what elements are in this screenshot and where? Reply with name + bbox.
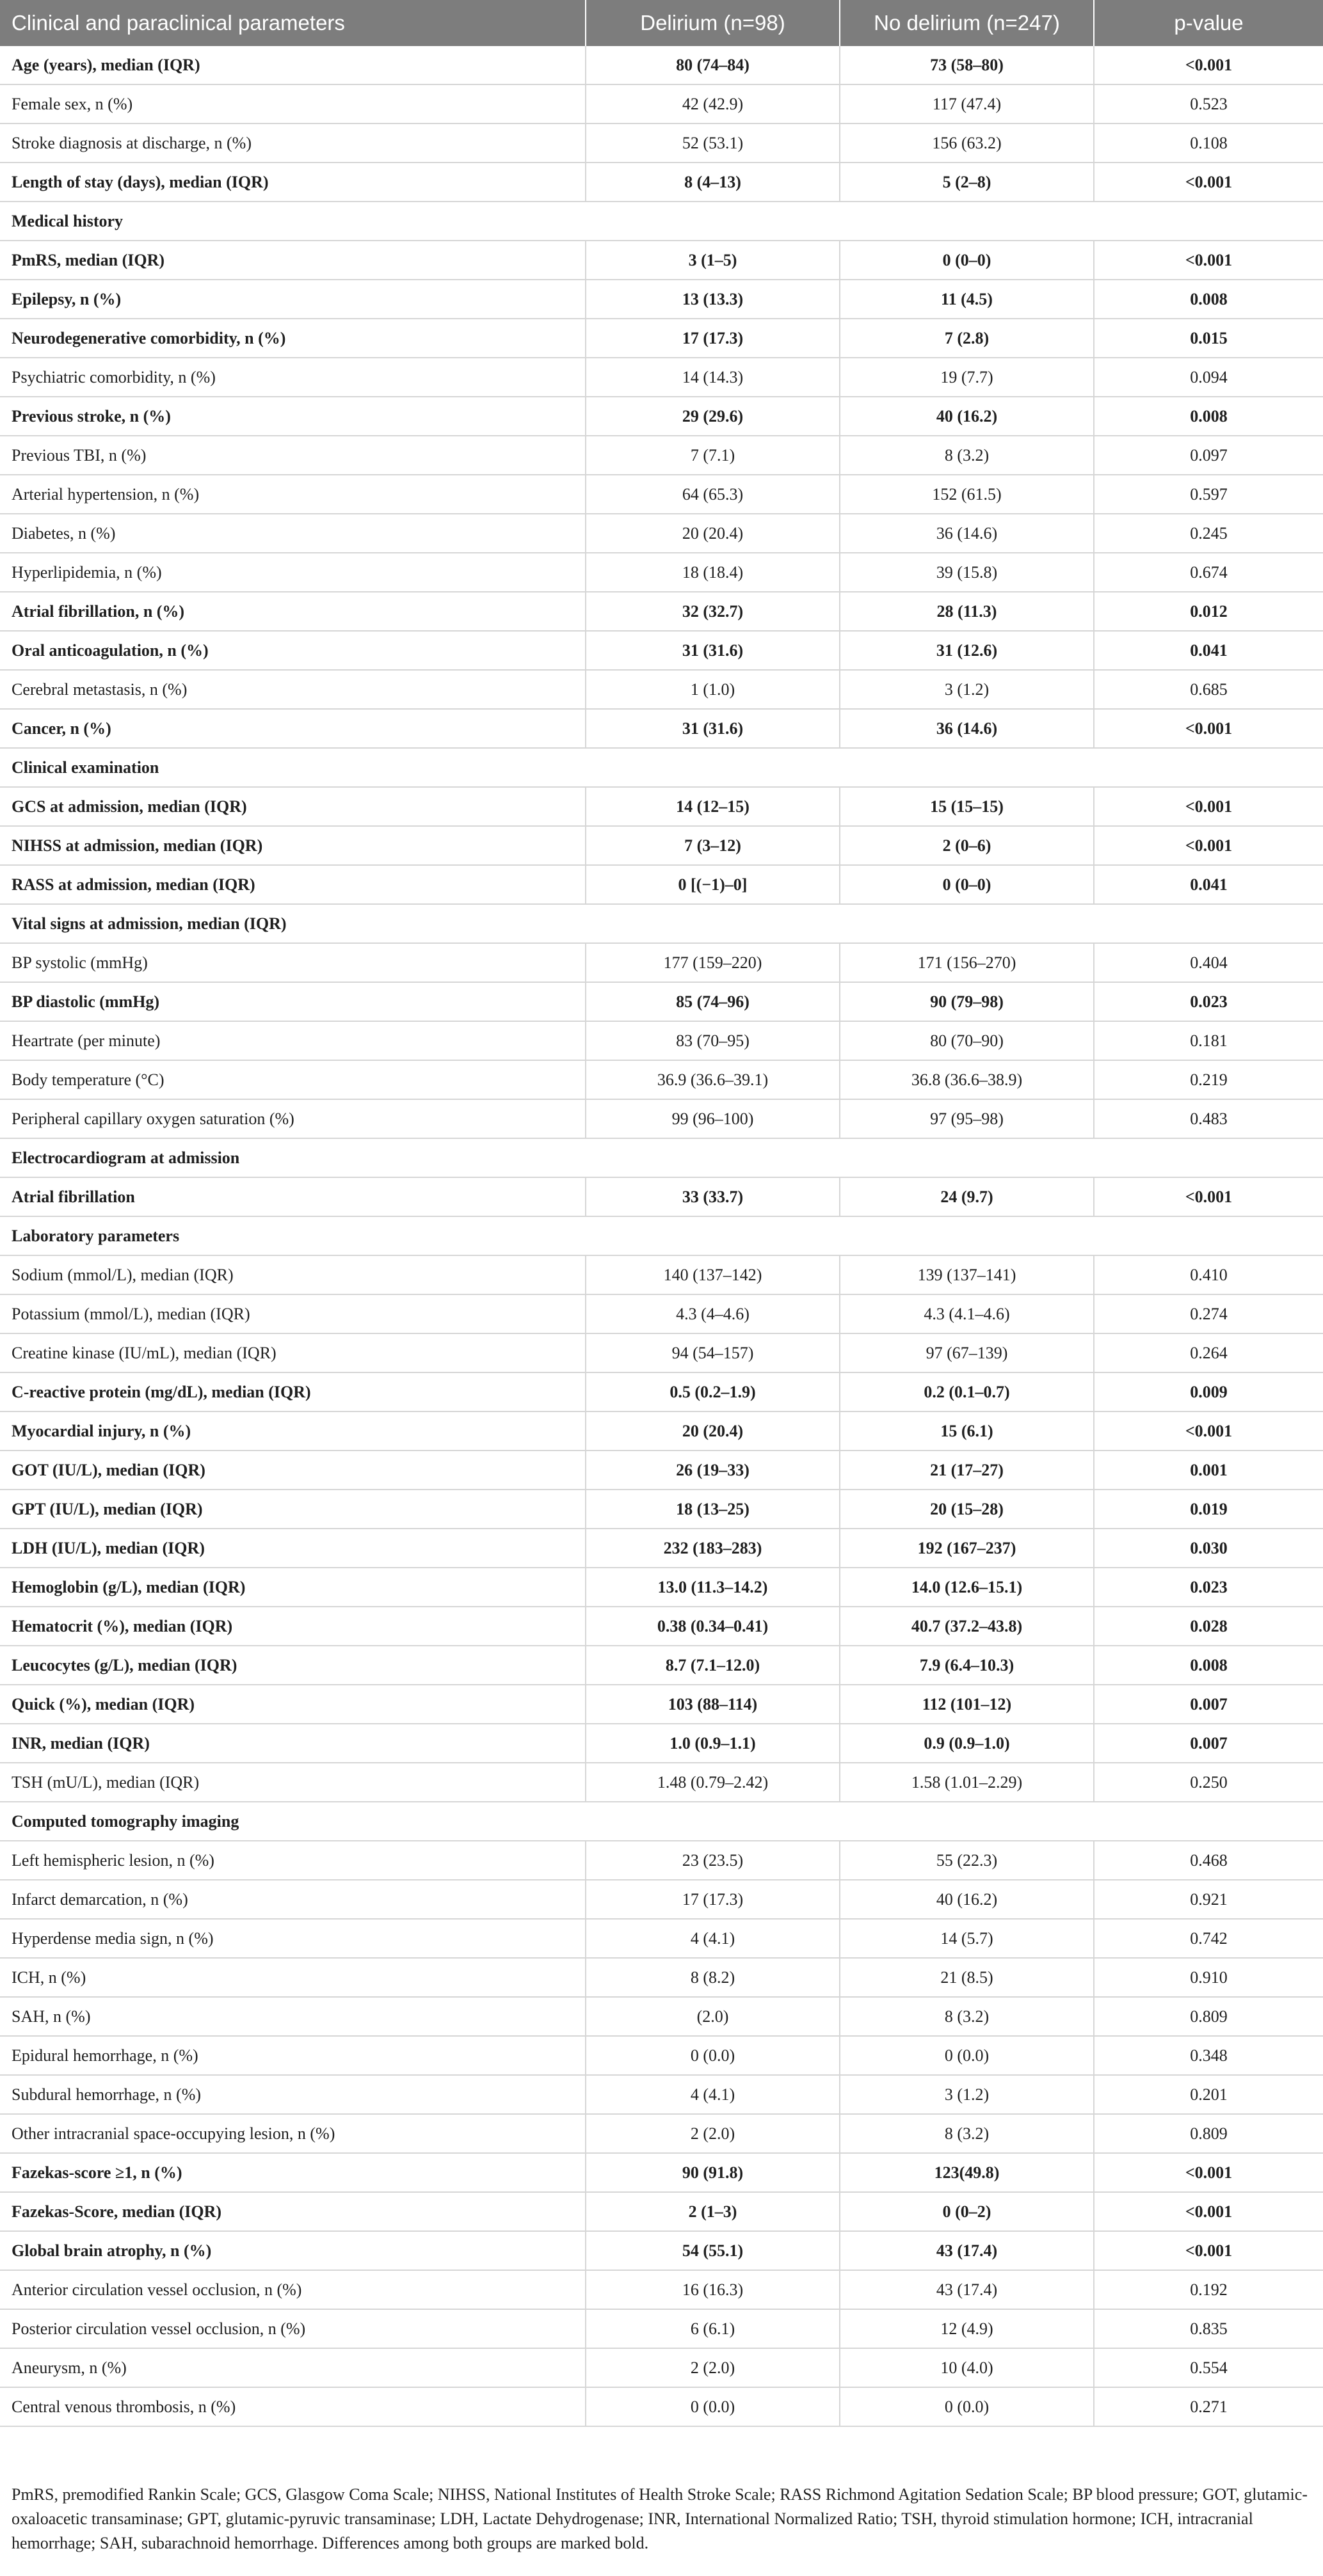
- delirium-value: 36.9 (36.6–39.1): [586, 1060, 840, 1099]
- no-delirium-value: 24 (9.7): [840, 1177, 1094, 1216]
- row-label: GPT (IU/L), median (IQR): [0, 1490, 586, 1529]
- table-row: [0, 1294, 1323, 1333]
- delirium-value: 90 (91.8): [586, 2153, 840, 2192]
- row-label: Fazekas-Score, median (IQR): [0, 2192, 586, 2231]
- delirium-value: 54 (55.1): [586, 2231, 840, 2270]
- p-value: 0.009: [1094, 1372, 1323, 1411]
- row-label: Hematocrit (%), median (IQR): [0, 1607, 586, 1646]
- p-value: 0.007: [1094, 1685, 1323, 1724]
- table-row: [0, 2387, 1323, 2426]
- no-delirium-value: 14 (5.7): [840, 1919, 1094, 1958]
- table-row: [0, 670, 1323, 709]
- section-label: Medical history: [0, 202, 1323, 241]
- p-value: <0.001: [1094, 1177, 1323, 1216]
- delirium-value: 29 (29.6): [586, 397, 840, 436]
- delirium-value: 14 (14.3): [586, 358, 840, 397]
- table-row: [0, 46, 1323, 84]
- table-row: [0, 1021, 1323, 1060]
- p-value: 0.097: [1094, 436, 1323, 475]
- p-value: <0.001: [1094, 2231, 1323, 2270]
- no-delirium-value: 43 (17.4): [840, 2270, 1094, 2309]
- no-delirium-value: 31 (12.6): [840, 631, 1094, 670]
- delirium-value: 31 (31.6): [586, 709, 840, 748]
- delirium-value: 4 (4.1): [586, 2075, 840, 2114]
- p-value: 0.012: [1094, 592, 1323, 631]
- delirium-value: 16 (16.3): [586, 2270, 840, 2309]
- row-label: Body temperature (°C): [0, 1060, 586, 1099]
- table-row: [0, 319, 1323, 358]
- no-delirium-value: 10 (4.0): [840, 2348, 1094, 2387]
- p-value: 0.742: [1094, 1919, 1323, 1958]
- section-row: [0, 1216, 1323, 1255]
- table-row: [0, 1372, 1323, 1411]
- section-row: [0, 748, 1323, 787]
- table-row: [0, 2309, 1323, 2348]
- no-delirium-value: 40 (16.2): [840, 397, 1094, 436]
- row-label: Peripheral capillary oxygen saturation (%): [0, 1099, 586, 1138]
- table-row: [0, 2192, 1323, 2231]
- delirium-value: (2.0): [586, 1997, 840, 2036]
- table-row: [0, 1646, 1323, 1685]
- row-label: Epidural hemorrhage, n (%): [0, 2036, 586, 2075]
- table-row: [0, 1451, 1323, 1490]
- delirium-value: 42 (42.9): [586, 84, 840, 123]
- p-value: 0.554: [1094, 2348, 1323, 2387]
- table-row: [0, 123, 1323, 163]
- row-label: Sodium (mmol/L), median (IQR): [0, 1255, 586, 1294]
- p-value: 0.404: [1094, 943, 1323, 982]
- delirium-value: 85 (74–96): [586, 982, 840, 1021]
- delirium-value: 31 (31.6): [586, 631, 840, 670]
- row-label: TSH (mU/L), median (IQR): [0, 1763, 586, 1802]
- row-label: Diabetes, n (%): [0, 514, 586, 553]
- row-label: Anterior circulation vessel occlusion, n (%): [0, 2270, 586, 2309]
- p-value: 0.023: [1094, 982, 1323, 1021]
- row-label: BP diastolic (mmHg): [0, 982, 586, 1021]
- p-value: 0.019: [1094, 1490, 1323, 1529]
- row-label: INR, median (IQR): [0, 1724, 586, 1763]
- table-row: [0, 84, 1323, 123]
- p-value: <0.001: [1094, 241, 1323, 280]
- section-label: Computed tomography imaging: [0, 1802, 1323, 1841]
- delirium-value: 18 (18.4): [586, 553, 840, 592]
- table-row: [0, 358, 1323, 397]
- table-row: [0, 709, 1323, 748]
- no-delirium-value: 1.58 (1.01–2.29): [840, 1763, 1094, 1802]
- delirium-value: 0 (0.0): [586, 2036, 840, 2075]
- p-value: 0.108: [1094, 123, 1323, 163]
- row-label: Psychiatric comorbidity, n (%): [0, 358, 586, 397]
- table-header: [0, 0, 1323, 46]
- no-delirium-value: 73 (58–80): [840, 46, 1094, 84]
- p-value: 0.271: [1094, 2387, 1323, 2426]
- delirium-value: 80 (74–84): [586, 46, 840, 84]
- p-value: 0.015: [1094, 319, 1323, 358]
- p-value: 0.008: [1094, 397, 1323, 436]
- no-delirium-value: 55 (22.3): [840, 1841, 1094, 1880]
- no-delirium-value: 21 (8.5): [840, 1958, 1094, 1997]
- row-label: Stroke diagnosis at discharge, n (%): [0, 123, 586, 163]
- table-row: [0, 1724, 1323, 1763]
- no-delirium-value: 0.2 (0.1–0.7): [840, 1372, 1094, 1411]
- table-row: [0, 1255, 1323, 1294]
- no-delirium-value: 7.9 (6.4–10.3): [840, 1646, 1094, 1685]
- table-row: [0, 436, 1323, 475]
- delirium-value: 20 (20.4): [586, 1411, 840, 1451]
- table-row: [0, 475, 1323, 514]
- table-row: [0, 982, 1323, 1021]
- row-label: Myocardial injury, n (%): [0, 1411, 586, 1451]
- table-row: [0, 1529, 1323, 1568]
- table-row: [0, 2270, 1323, 2309]
- p-value: 0.674: [1094, 553, 1323, 592]
- row-label: Creatine kinase (IU/mL), median (IQR): [0, 1333, 586, 1372]
- table-row: [0, 592, 1323, 631]
- table-row: [0, 241, 1323, 280]
- p-value: <0.001: [1094, 163, 1323, 202]
- delirium-value: 1.0 (0.9–1.1): [586, 1724, 840, 1763]
- no-delirium-value: 123(49.8): [840, 2153, 1094, 2192]
- p-value: 0.219: [1094, 1060, 1323, 1099]
- section-row: [0, 1802, 1323, 1841]
- p-value: <0.001: [1094, 787, 1323, 826]
- row-label: Oral anticoagulation, n (%): [0, 631, 586, 670]
- no-delirium-value: 20 (15–28): [840, 1490, 1094, 1529]
- p-value: 0.192: [1094, 2270, 1323, 2309]
- no-delirium-value: 15 (15–15): [840, 787, 1094, 826]
- table-row: [0, 1177, 1323, 1216]
- row-label: Atrial fibrillation: [0, 1177, 586, 1216]
- p-value: 0.008: [1094, 1646, 1323, 1685]
- table-row: [0, 865, 1323, 904]
- p-value: 0.245: [1094, 514, 1323, 553]
- delirium-value: 26 (19–33): [586, 1451, 840, 1490]
- table-row: [0, 1333, 1323, 1372]
- delirium-value: 83 (70–95): [586, 1021, 840, 1060]
- row-label: Leucocytes (g/L), median (IQR): [0, 1646, 586, 1685]
- p-value: 0.030: [1094, 1529, 1323, 1568]
- row-label: BP systolic (mmHg): [0, 943, 586, 982]
- no-delirium-value: 43 (17.4): [840, 2231, 1094, 2270]
- row-label: C-reactive protein (mg/dL), median (IQR): [0, 1372, 586, 1411]
- no-delirium-value: 156 (63.2): [840, 123, 1094, 163]
- delirium-value: 8 (4–13): [586, 163, 840, 202]
- p-value: 0.597: [1094, 475, 1323, 514]
- p-value: 0.910: [1094, 1958, 1323, 1997]
- row-label: Hyperlipidemia, n (%): [0, 553, 586, 592]
- table-row: [0, 787, 1323, 826]
- delirium-value: 13 (13.3): [586, 280, 840, 319]
- delirium-value: 8.7 (7.1–12.0): [586, 1646, 840, 1685]
- delirium-value: 103 (88–114): [586, 1685, 840, 1724]
- no-delirium-value: 8 (3.2): [840, 436, 1094, 475]
- no-delirium-value: 11 (4.5): [840, 280, 1094, 319]
- no-delirium-value: 12 (4.9): [840, 2309, 1094, 2348]
- row-label: Previous TBI, n (%): [0, 436, 586, 475]
- row-label: Epilepsy, n (%): [0, 280, 586, 319]
- header-pvalue: p-value: [1094, 0, 1323, 46]
- no-delirium-value: 0 (0–2): [840, 2192, 1094, 2231]
- row-label: GOT (IU/L), median (IQR): [0, 1451, 586, 1490]
- row-label: Arterial hypertension, n (%): [0, 475, 586, 514]
- p-value: 0.007: [1094, 1724, 1323, 1763]
- delirium-value: 0.5 (0.2–1.9): [586, 1372, 840, 1411]
- row-label: Other intracranial space-occupying lesion, n (%): [0, 2114, 586, 2153]
- delirium-value: 0 (0.0): [586, 2387, 840, 2426]
- p-value: 0.041: [1094, 631, 1323, 670]
- no-delirium-value: 7 (2.8): [840, 319, 1094, 358]
- table-row: [0, 1099, 1323, 1138]
- row-label: Fazekas-score ≥1, n (%): [0, 2153, 586, 2192]
- table-row: [0, 1411, 1323, 1451]
- table-row: [0, 2075, 1323, 2114]
- table-row: [0, 1568, 1323, 1607]
- delirium-value: 140 (137–142): [586, 1255, 840, 1294]
- p-value: <0.001: [1094, 2153, 1323, 2192]
- delirium-value: 4.3 (4–4.6): [586, 1294, 840, 1333]
- no-delirium-value: 36 (14.6): [840, 709, 1094, 748]
- table-row: [0, 826, 1323, 865]
- no-delirium-value: 0 (0–0): [840, 865, 1094, 904]
- delirium-value: 99 (96–100): [586, 1099, 840, 1138]
- delirium-value: 177 (159–220): [586, 943, 840, 982]
- table-row: [0, 2036, 1323, 2075]
- row-label: Atrial fibrillation, n (%): [0, 592, 586, 631]
- p-value: 0.921: [1094, 1880, 1323, 1919]
- row-label: Subdural hemorrhage, n (%): [0, 2075, 586, 2114]
- header-no-delirium: No delirium (n=247): [840, 0, 1094, 46]
- table-row: [0, 514, 1323, 553]
- delirium-value: 2 (1–3): [586, 2192, 840, 2231]
- table-row: [0, 1919, 1323, 1958]
- p-value: 0.523: [1094, 84, 1323, 123]
- p-value: 0.809: [1094, 2114, 1323, 2153]
- p-value: 0.008: [1094, 280, 1323, 319]
- delirium-value: 4 (4.1): [586, 1919, 840, 1958]
- row-label: Previous stroke, n (%): [0, 397, 586, 436]
- delirium-value: 18 (13–25): [586, 1490, 840, 1529]
- row-label: Cancer, n (%): [0, 709, 586, 748]
- table-row: [0, 2114, 1323, 2153]
- delirium-value: 32 (32.7): [586, 592, 840, 631]
- section-label: Vital signs at admission, median (IQR): [0, 904, 1323, 943]
- no-delirium-value: 139 (137–141): [840, 1255, 1094, 1294]
- row-label: GCS at admission, median (IQR): [0, 787, 586, 826]
- p-value: 0.410: [1094, 1255, 1323, 1294]
- no-delirium-value: 40 (16.2): [840, 1880, 1094, 1919]
- no-delirium-value: 117 (47.4): [840, 84, 1094, 123]
- no-delirium-value: 8 (3.2): [840, 1997, 1094, 2036]
- table-row: [0, 2231, 1323, 2270]
- row-label: Hyperdense media sign, n (%): [0, 1919, 586, 1958]
- delirium-value: 3 (1–5): [586, 241, 840, 280]
- no-delirium-value: 112 (101–12): [840, 1685, 1094, 1724]
- row-label: Quick (%), median (IQR): [0, 1685, 586, 1724]
- p-value: 0.468: [1094, 1841, 1323, 1880]
- row-label: SAH, n (%): [0, 1997, 586, 2036]
- delirium-value: 1.48 (0.79–2.42): [586, 1763, 840, 1802]
- delirium-value: 7 (3–12): [586, 826, 840, 865]
- delirium-value: 0.38 (0.34–0.41): [586, 1607, 840, 1646]
- no-delirium-value: 0.9 (0.9–1.0): [840, 1724, 1094, 1763]
- no-delirium-value: 19 (7.7): [840, 358, 1094, 397]
- table-row: [0, 631, 1323, 670]
- no-delirium-value: 39 (15.8): [840, 553, 1094, 592]
- table-row: [0, 397, 1323, 436]
- section-row: [0, 202, 1323, 241]
- delirium-value: 17 (17.3): [586, 1880, 840, 1919]
- no-delirium-value: 21 (17–27): [840, 1451, 1094, 1490]
- p-value: 0.001: [1094, 1451, 1323, 1490]
- p-value: <0.001: [1094, 1411, 1323, 1451]
- delirium-value: 33 (33.7): [586, 1177, 840, 1216]
- no-delirium-value: 80 (70–90): [840, 1021, 1094, 1060]
- delirium-value: 8 (8.2): [586, 1958, 840, 1997]
- delirium-value: 6 (6.1): [586, 2309, 840, 2348]
- row-label: Infarct demarcation, n (%): [0, 1880, 586, 1919]
- p-value: 0.094: [1094, 358, 1323, 397]
- no-delirium-value: 8 (3.2): [840, 2114, 1094, 2153]
- header-row: [0, 0, 1323, 46]
- row-label: Global brain atrophy, n (%): [0, 2231, 586, 2270]
- section-label: Laboratory parameters: [0, 1216, 1323, 1255]
- no-delirium-value: 152 (61.5): [840, 475, 1094, 514]
- no-delirium-value: 171 (156–270): [840, 943, 1094, 982]
- delirium-value: 20 (20.4): [586, 514, 840, 553]
- delirium-value: 14 (12–15): [586, 787, 840, 826]
- delirium-value: 94 (54–157): [586, 1333, 840, 1372]
- delirium-value: 232 (183–283): [586, 1529, 840, 1568]
- table-row: [0, 1880, 1323, 1919]
- p-value: 0.041: [1094, 865, 1323, 904]
- table-row: [0, 943, 1323, 982]
- p-value: 0.483: [1094, 1099, 1323, 1138]
- row-label: Central venous thrombosis, n (%): [0, 2387, 586, 2426]
- table-row: [0, 1841, 1323, 1880]
- row-label: NIHSS at admission, median (IQR): [0, 826, 586, 865]
- section-row: [0, 1138, 1323, 1177]
- no-delirium-value: 36.8 (36.6–38.9): [840, 1060, 1094, 1099]
- p-value: 0.835: [1094, 2309, 1323, 2348]
- row-label: ICH, n (%): [0, 1958, 586, 1997]
- p-value: <0.001: [1094, 2192, 1323, 2231]
- p-value: <0.001: [1094, 709, 1323, 748]
- no-delirium-value: 40.7 (37.2–43.8): [840, 1607, 1094, 1646]
- delirium-value: 23 (23.5): [586, 1841, 840, 1880]
- row-label: Age (years), median (IQR): [0, 46, 586, 84]
- table-row: [0, 1997, 1323, 2036]
- table-row: [0, 1490, 1323, 1529]
- p-value: <0.001: [1094, 46, 1323, 84]
- table-row: [0, 1685, 1323, 1724]
- p-value: 0.809: [1094, 1997, 1323, 2036]
- no-delirium-value: 28 (11.3): [840, 592, 1094, 631]
- p-value: <0.001: [1094, 826, 1323, 865]
- delirium-value: 0 [(−1)–0]: [586, 865, 840, 904]
- delirium-value: 52 (53.1): [586, 123, 840, 163]
- delirium-value: 1 (1.0): [586, 670, 840, 709]
- table-footnote: PmRS, premodified Rankin Scale; GCS, Glasgow Coma Scale; NIHSS, National Institutes of Health Stroke Scale; RASS Richmond Agitation Sedation Scale; BP blood pressure; GOT, glutamic-oxaloacetic transaminase; GPT, glutamic-pyruvic transaminase; LDH, Lactate Dehydrogenase; INR, International Normalized Ratio; TSH, thyroid stimulation hormone; ICH, intracranial hemorrhage; SAH, subarachnoid hemorrhage. Differences among both groups are marked bold.: [12, 2485, 1308, 2552]
- delirium-value: 2 (2.0): [586, 2348, 840, 2387]
- delirium-value: 17 (17.3): [586, 319, 840, 358]
- p-value: 0.023: [1094, 1568, 1323, 1607]
- no-delirium-value: 2 (0–6): [840, 826, 1094, 865]
- no-delirium-value: 0 (0.0): [840, 2387, 1094, 2426]
- table-body: [0, 46, 1323, 2426]
- row-label: LDH (IU/L), median (IQR): [0, 1529, 586, 1568]
- delirium-value: 7 (7.1): [586, 436, 840, 475]
- p-value: 0.028: [1094, 1607, 1323, 1646]
- no-delirium-value: 192 (167–237): [840, 1529, 1094, 1568]
- table-row: [0, 1958, 1323, 1997]
- table-row: [0, 2153, 1323, 2192]
- row-label: RASS at admission, median (IQR): [0, 865, 586, 904]
- row-label: Posterior circulation vessel occlusion, n (%): [0, 2309, 586, 2348]
- no-delirium-value: 3 (1.2): [840, 670, 1094, 709]
- row-label: Hemoglobin (g/L), median (IQR): [0, 1568, 586, 1607]
- row-label: Aneurysm, n (%): [0, 2348, 586, 2387]
- p-value: 0.348: [1094, 2036, 1323, 2075]
- row-label: Potassium (mmol/L), median (IQR): [0, 1294, 586, 1333]
- table-row: [0, 553, 1323, 592]
- no-delirium-value: 97 (67–139): [840, 1333, 1094, 1372]
- table-row: [0, 163, 1323, 202]
- p-value: 0.274: [1094, 1294, 1323, 1333]
- no-delirium-value: 36 (14.6): [840, 514, 1094, 553]
- row-label: Heartrate (per minute): [0, 1021, 586, 1060]
- no-delirium-value: 97 (95–98): [840, 1099, 1094, 1138]
- section-label: Electrocardiogram at admission: [0, 1138, 1323, 1177]
- header-parameter: Clinical and paraclinical parameters: [0, 0, 586, 46]
- row-label: Neurodegenerative comorbidity, n (%): [0, 319, 586, 358]
- no-delirium-value: 4.3 (4.1–4.6): [840, 1294, 1094, 1333]
- table-row: [0, 1060, 1323, 1099]
- section-label: Clinical examination: [0, 748, 1323, 787]
- delirium-value: 13.0 (11.3–14.2): [586, 1568, 840, 1607]
- row-label: Length of stay (days), median (IQR): [0, 163, 586, 202]
- no-delirium-value: 0 (0.0): [840, 2036, 1094, 2075]
- no-delirium-value: 3 (1.2): [840, 2075, 1094, 2114]
- p-value: 0.250: [1094, 1763, 1323, 1802]
- table-row: [0, 1763, 1323, 1802]
- header-delirium: Delirium (n=98): [586, 0, 840, 46]
- p-value: 0.685: [1094, 670, 1323, 709]
- delirium-value: 64 (65.3): [586, 475, 840, 514]
- table-row: [0, 2348, 1323, 2387]
- no-delirium-value: 0 (0–0): [840, 241, 1094, 280]
- row-label: Female sex, n (%): [0, 84, 586, 123]
- no-delirium-value: 15 (6.1): [840, 1411, 1094, 1451]
- p-value: 0.181: [1094, 1021, 1323, 1060]
- delirium-value: 2 (2.0): [586, 2114, 840, 2153]
- no-delirium-value: 14.0 (12.6–15.1): [840, 1568, 1094, 1607]
- no-delirium-value: 5 (2–8): [840, 163, 1094, 202]
- table-row: [0, 1607, 1323, 1646]
- no-delirium-value: 90 (79–98): [840, 982, 1094, 1021]
- row-label: Left hemispheric lesion, n (%): [0, 1841, 586, 1880]
- p-value: 0.264: [1094, 1333, 1323, 1372]
- p-value: 0.201: [1094, 2075, 1323, 2114]
- section-row: [0, 904, 1323, 943]
- row-label: PmRS, median (IQR): [0, 241, 586, 280]
- table-row: [0, 280, 1323, 319]
- row-label: Cerebral metastasis, n (%): [0, 670, 586, 709]
